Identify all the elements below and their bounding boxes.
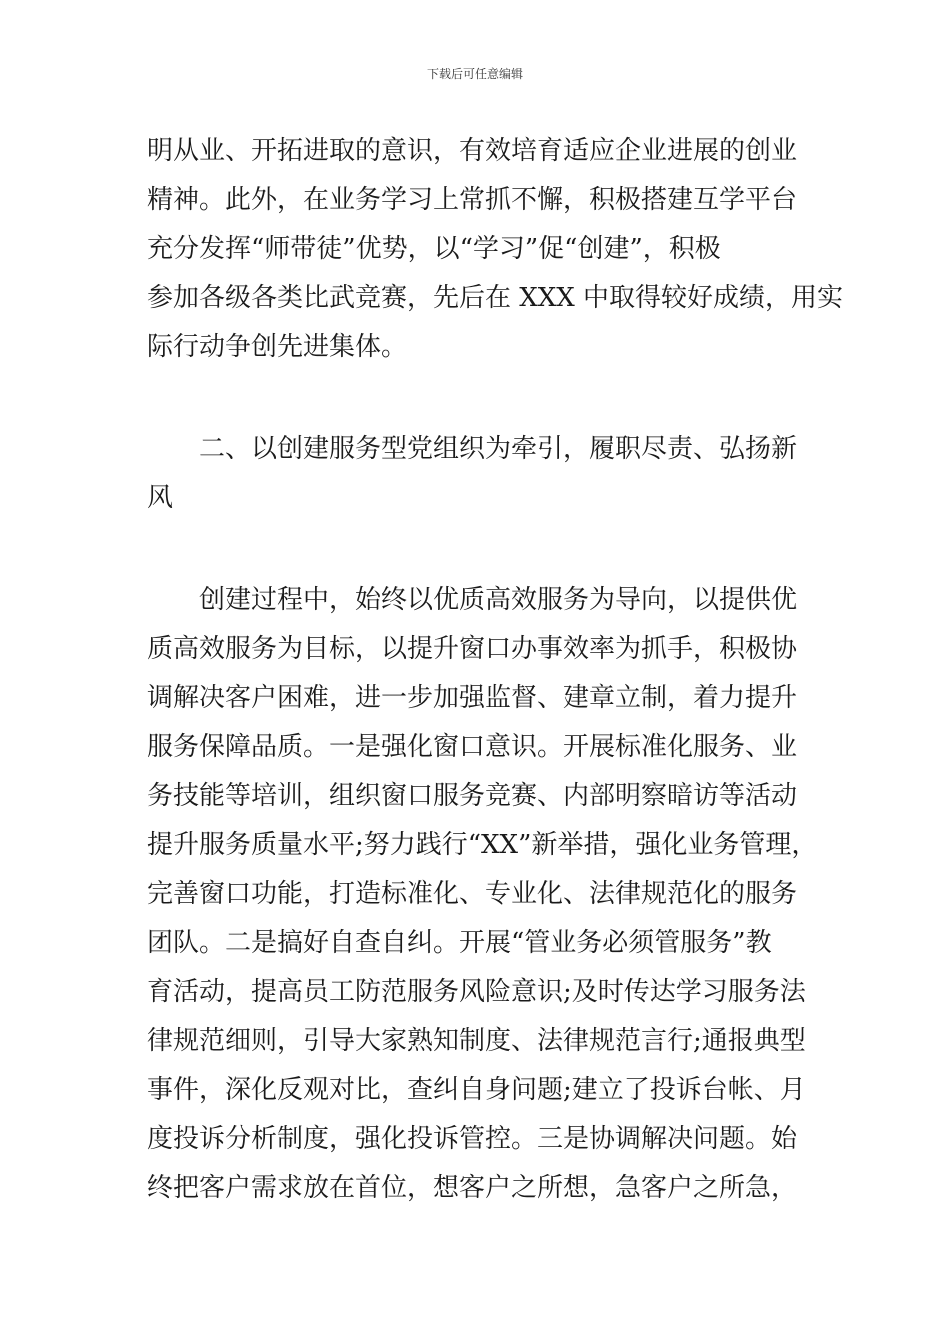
paragraph-line: 充分发挥“师带徒”优势，以“学习”促“创建”，积极 <box>147 234 721 264</box>
paragraph-line: 团队。二是搞好自查自纠。开展“管业务必须管服务”教 <box>147 928 772 958</box>
paragraph-line: 明从业、开拓进取的意识，有效培育适应企业进展的创业 <box>147 136 798 166</box>
paragraph-line: 提升服务质量水平;努力践行“XX”新举措，强化业务管理， <box>147 830 818 860</box>
paragraph-line: 完善窗口功能，打造标准化、专业化、法律规范化的服务 <box>147 879 798 909</box>
paragraph-line: 终把客户需求放在首位，想客户之所想，急客户之所急， <box>147 1173 798 1203</box>
paragraph-line: 度投诉分析制度，强化投诉管控。三是协调解决问题。始 <box>147 1124 798 1154</box>
paragraph-line: 务技能等培训，组织窗口服务竞赛、内部明察暗访等活动 <box>147 781 798 811</box>
page-header: 下载后可任意编辑 <box>426 67 523 81</box>
paragraph-continuation <box>147 127 844 372</box>
paragraph-line: 际行动争创先进集体。 <box>147 332 408 362</box>
paragraph-line: 服务保障品质。一是强化窗口意识。开展标准化服务、业 <box>147 732 798 762</box>
paragraph-line: 创建过程中，始终以优质高效服务为导向，以提供优 <box>199 585 798 615</box>
paragraph-line: 调解决客户困难，进一步加强监督、建章立制，着力提升 <box>147 683 798 713</box>
body-paragraph <box>147 576 827 1213</box>
paragraph-line: 律规范细则，引导大家熟知制度、法律规范言行;通报典型 <box>147 1026 806 1056</box>
section-heading <box>147 425 827 523</box>
paragraph-line: 参加各级各类比武竞赛，先后在 XXX 中取得较好成绩，用实 <box>147 283 844 313</box>
section-heading-line: 二、以创建服务型党组织为牵引，履职尽责、弘扬新 <box>199 434 798 464</box>
paragraph-line: 质高效服务为目标，以提升窗口办事效率为抓手，积极协 <box>147 634 798 664</box>
section-heading-line: 风 <box>147 483 174 513</box>
paragraph-line: 精神。此外，在业务学习上常抓不懈，积极搭建互学平台 <box>147 185 798 215</box>
paragraph-line: 育活动，提高员工防范服务风险意识;及时传达学习服务法 <box>147 977 806 1007</box>
paragraph-line: 事件，深化反观对比，查纠自身问题;建立了投诉台帐、月 <box>147 1075 806 1105</box>
